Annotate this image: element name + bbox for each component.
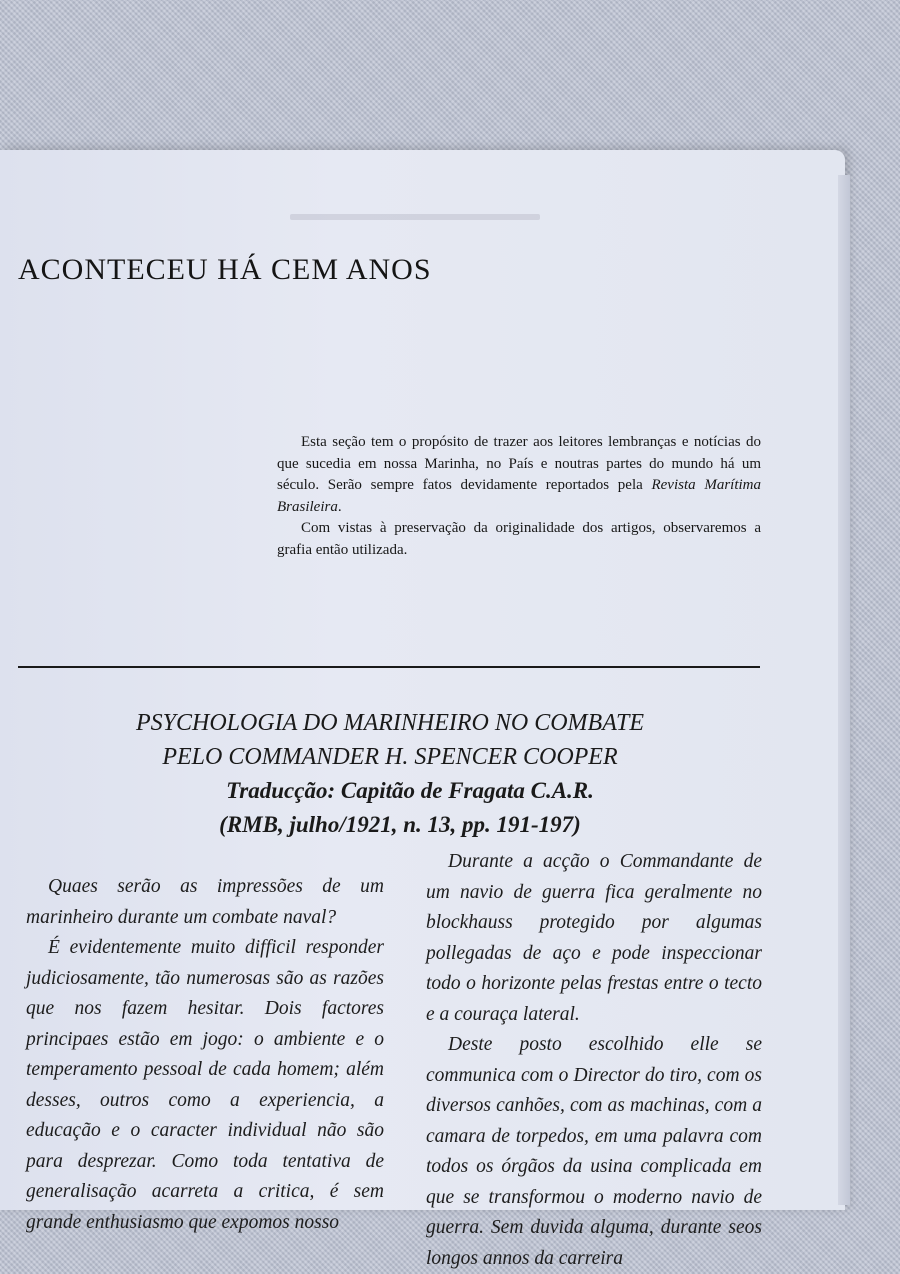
article-author: PELO COMMANDER H. SPENCER COOPER (162, 744, 618, 770)
left-paragraph-2: É evidentemente muito difficil responder judiciosamente, tão numerosas são as razões que nos fazem hesitar. Dois factores principaes estão em jogo: o ambiente e o temperamento pessoal de cada homem; além desses, outros como a experiencia, a educação e o caracter individual não são para desprezar. Como toda tentativa de generalisação acarreta a critica, é sem grande enthusiasmo que expomos nosso (26, 937, 384, 1233)
intro-paragraph-2: Com vistas à preservação da originalidade dos artigos, observaremos a grafia então utilizada. (277, 520, 761, 558)
article-translation: Traducção: Capitão de Fragata C.A.R. (226, 778, 594, 803)
intro-paragraph-1: Esta seção tem o propósito de trazer aos leitores lembranças e notícias do que sucedia em nossa Marinha, no País e noutras partes do mundo há um século. Serão sempre fatos devidamente reportados pela Revista Marítima Brasileira. (277, 434, 761, 515)
section-title: ACONTECEU HÁ CEM ANOS (18, 253, 432, 286)
left-paragraph-1: Quaes serão as impressões de um marinheiro durante um combate naval? (26, 876, 384, 928)
right-paragraph-2: Deste posto escolhido elle se communica com o Director do tiro, com os diversos canhões, com as machinas, com a camara de torpedos, em uma palavra com todos os órgãos da usina complicada em que se transformou o moderno navio de guerra. Sem duvida alguma, durante seos longos annos da carreira (426, 1034, 762, 1269)
article-citation: (RMB, julho/1921, n. 13, pp. 191-197) (219, 812, 581, 837)
running-head-faded (290, 214, 540, 220)
journal-name: Revista Marítima Brasileira (277, 477, 761, 515)
right-paragraph-1: Durante a acção o Commandante de um navio de guerra fica geralmente no blockhauss protegido por algumas pollegadas de aço e pode inspeccionar todo o horizonte pelas frestas entre o tecto e a couraça lateral. (426, 851, 762, 1025)
article-column-right (426, 847, 762, 1274)
article-column-left (26, 872, 384, 1238)
article-heading (40, 706, 740, 842)
page-edge (838, 175, 850, 1205)
article-title: PSYCHOLOGIA DO MARINHEIRO NO COMBATE (136, 710, 644, 736)
section-intro (277, 432, 761, 561)
section-divider (18, 666, 760, 668)
